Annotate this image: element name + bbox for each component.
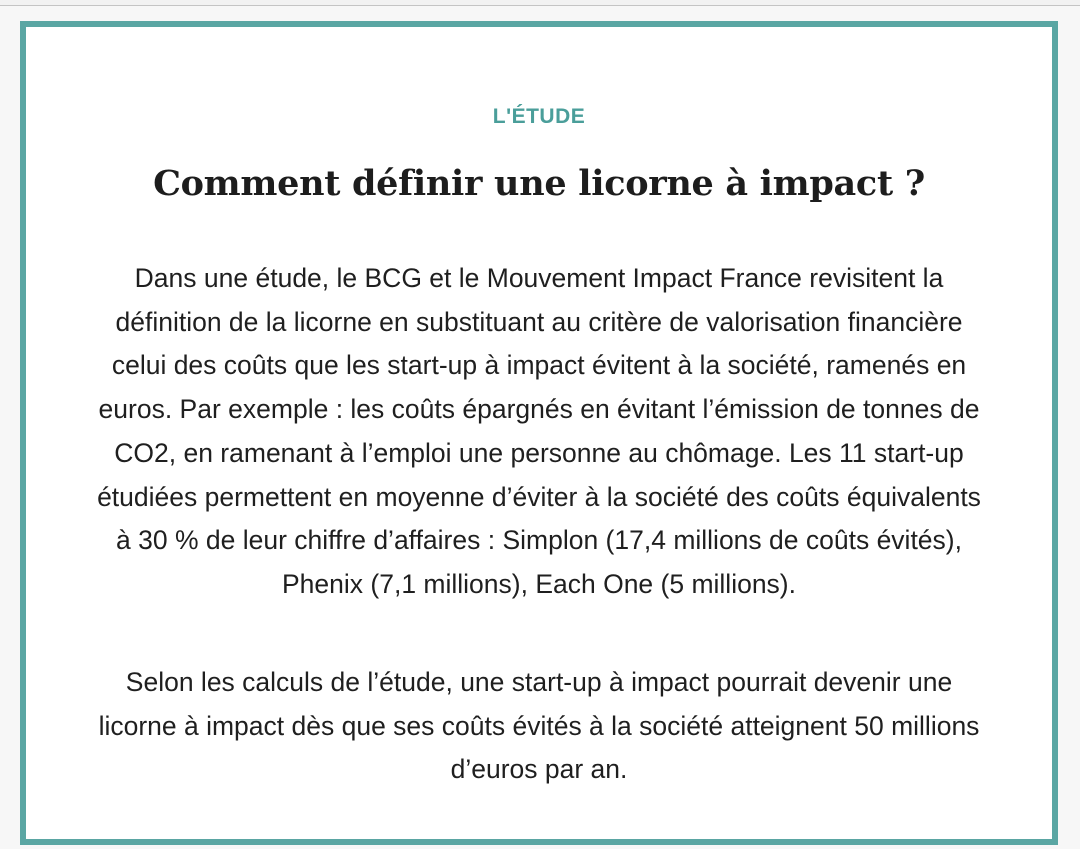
section-kicker: L'ÉTUDE — [492, 105, 586, 128]
article-paragraph-2: Selon les calculs de l’étude, une start-up à impact pourrait devenir une licorne à impact dès que ses coûts évités à la société atteignent 50 millions d’euros par an. — [98, 667, 980, 785]
page-background — [0, 6, 1080, 849]
article-title: Comment définir une licorne à impact ? — [153, 163, 925, 204]
article-paragraph-1: Dans une étude, le BCG et le Mouvement Impact France revisitent la définition de la licorne en substituant au critère de valorisation financière celui des coûts que les start-up à impact évitent à la société, ramenés en euros. Par exemple : les coûts épargnés en évitant l’émission de tonnes de CO2, en ramenant à l’emploi une personne au chômage. Les 11 start-up étudiées permettent en moyenne d’éviter à la société des coûts équivalents à 30 % de leur chiffre d’affaires : Simplon (17,4 millions de coûts évités), Phenix (7,1 millions), Each One (5 millions). — [97, 263, 981, 599]
article-box — [20, 21, 1058, 845]
